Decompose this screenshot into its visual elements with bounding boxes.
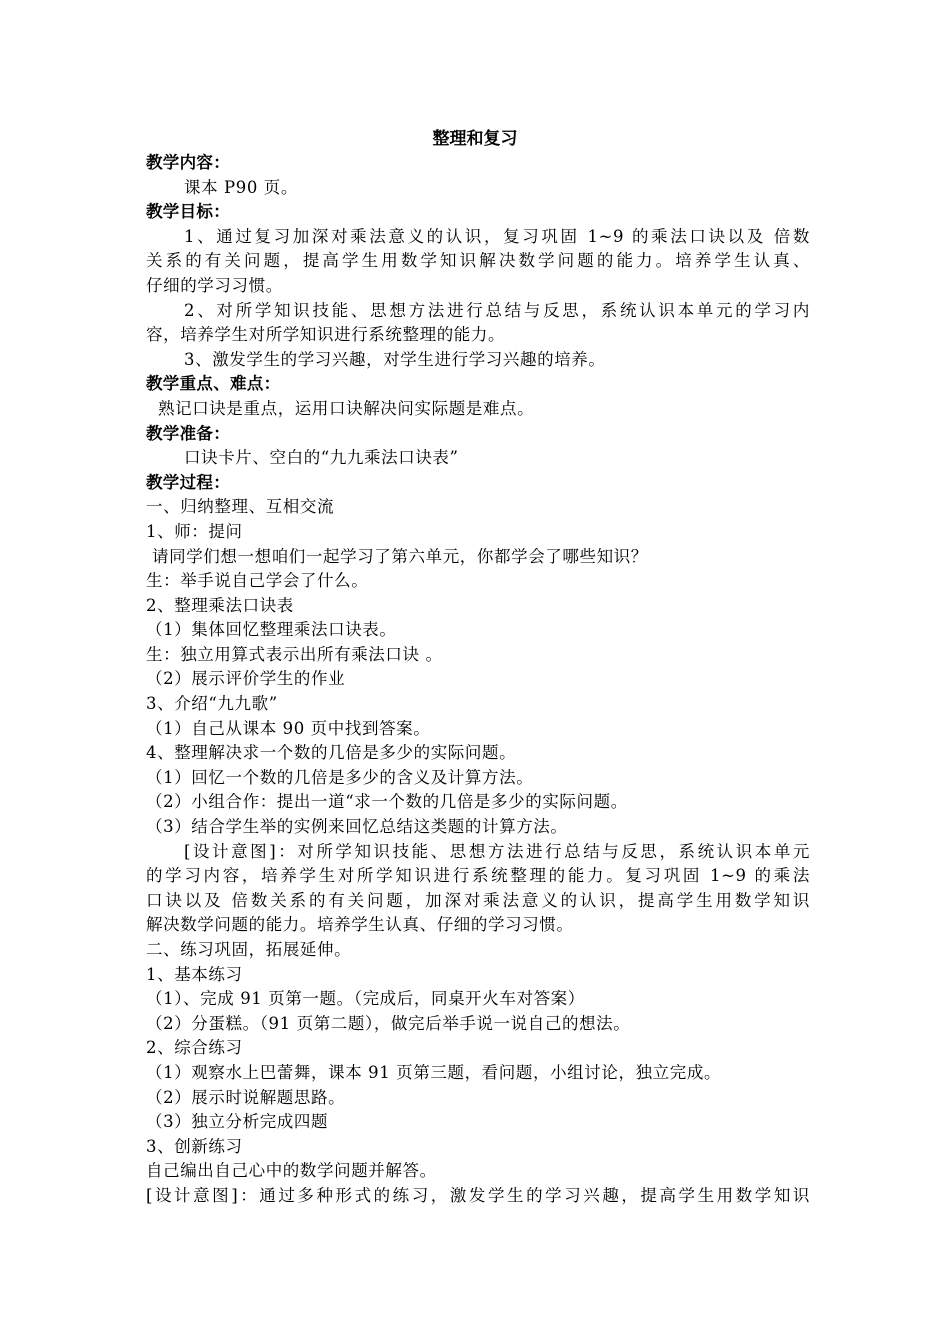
text-line: 的学习内容，培养学生对所学知识进行系统整理的能力。复习巩固 1~9 的乘法: [146, 866, 810, 886]
text-line: 4、整理解决求一个数的几倍是多少的实际问题。: [146, 743, 517, 763]
text-line: 关系的有关问题，提高学生用数学知识解决数学问题的能力。培养学生认真、: [146, 251, 810, 271]
text-line: 2、整理乘法口诀表: [146, 595, 294, 615]
text-line: （1）观察水上巴蕾舞，课本 91 页第三题，看问题，小组讨论，独立完成。: [146, 1062, 722, 1082]
section-heading: 教学内容：: [146, 153, 230, 172]
text-line: 生：举手说自己学会了什么。: [146, 571, 369, 591]
text-line: （1）回忆一个数的几倍是多少的含义及计算方法。: [146, 767, 534, 787]
text-line: 口诀以及 倍数关系的有关问题，加深对乘法意义的认识，提高学生用数学知识: [146, 890, 810, 910]
text-line: [设计意图]：通过多种形式的练习，激发学生的学习兴趣，提高学生用数学知识: [146, 1185, 810, 1205]
section-heading: 教学准备：: [146, 423, 230, 443]
text-line: （3）结合学生举的实例来回忆总结这类题的计算方法。: [146, 817, 568, 837]
text-line: 口诀卡片、空白的“九九乘法口诀表”: [184, 448, 459, 468]
text-line: 仔细的学习习惯。: [146, 275, 283, 295]
text-line: 自己编出自己心中的数学问题并解答。: [146, 1161, 437, 1181]
page-title: 整理和复习: [432, 129, 518, 149]
text-line: （2）展示评价学生的作业: [146, 669, 346, 689]
text-line: [设计意图]：对所学知识技能、思想方法进行总结与反思，系统认识本单元: [184, 841, 810, 861]
text-line: （1）自己从课本 90 页中找到答案。: [146, 718, 431, 738]
text-line: 1、通过复习加深对乘法意义的认识，复习巩固 1~9 的乘法口诀以及 倍数: [184, 226, 810, 246]
text-line: 生：独立用算式表示出所有乘法口诀 。: [146, 644, 443, 664]
text-line: 一、归纳整理、互相交流: [146, 497, 335, 517]
text-line: 课本 P90 页。: [184, 177, 298, 197]
text-line: 解决数学问题的能力。培养学生认真、仔细的学习习惯。: [146, 915, 574, 935]
text-line: （2）展示时说解题思路。: [146, 1087, 346, 1107]
section-heading: 教学过程：: [146, 472, 230, 492]
text-line: 3、介绍“九九歌”: [146, 694, 278, 714]
section-heading: 教学重点、难点：: [146, 374, 281, 394]
section-heading: 教学目标：: [146, 202, 230, 222]
text-line: 2、综合练习: [146, 1038, 243, 1058]
text-line: 熟记口诀是重点，运用口诀解决问实际题是难点。: [158, 398, 535, 418]
text-line: 二、练习巩固，拓展延伸。: [146, 940, 352, 959]
text-line: 容，培养学生对所学知识进行系统整理的能力。: [146, 325, 506, 345]
text-line: 3、创新练习: [146, 1136, 243, 1156]
text-line: 2、对所学知识技能、思想方法进行总结与反思，系统认识本单元的学习内: [184, 300, 810, 320]
text-line: 3、激发学生的学习兴趣，对学生进行学习兴趣的培养。: [184, 349, 606, 369]
text-line: 1、基本练习: [146, 964, 243, 984]
text-line: （1）集体回忆整理乘法口诀表。: [146, 620, 397, 640]
document-body: [146, 151, 810, 1209]
text-line: 请同学们想一想咱们一起学习了第六单元，你都学会了哪些知识？: [152, 546, 648, 566]
text-line: （2）分蛋糕。（91 页第二题），做完后举手说一说自己的想法。: [146, 1013, 631, 1033]
text-line: （3）独立分析完成四题: [146, 1112, 329, 1132]
text-line: 1、师：提问: [146, 521, 243, 541]
text-line: （1）、完成 91 页第一题。（完成后，同桌开火车对答案）: [146, 989, 585, 1009]
text-line: （2）小组合作：提出一道“求一个数的几倍是多少的实际问题。: [146, 792, 628, 812]
